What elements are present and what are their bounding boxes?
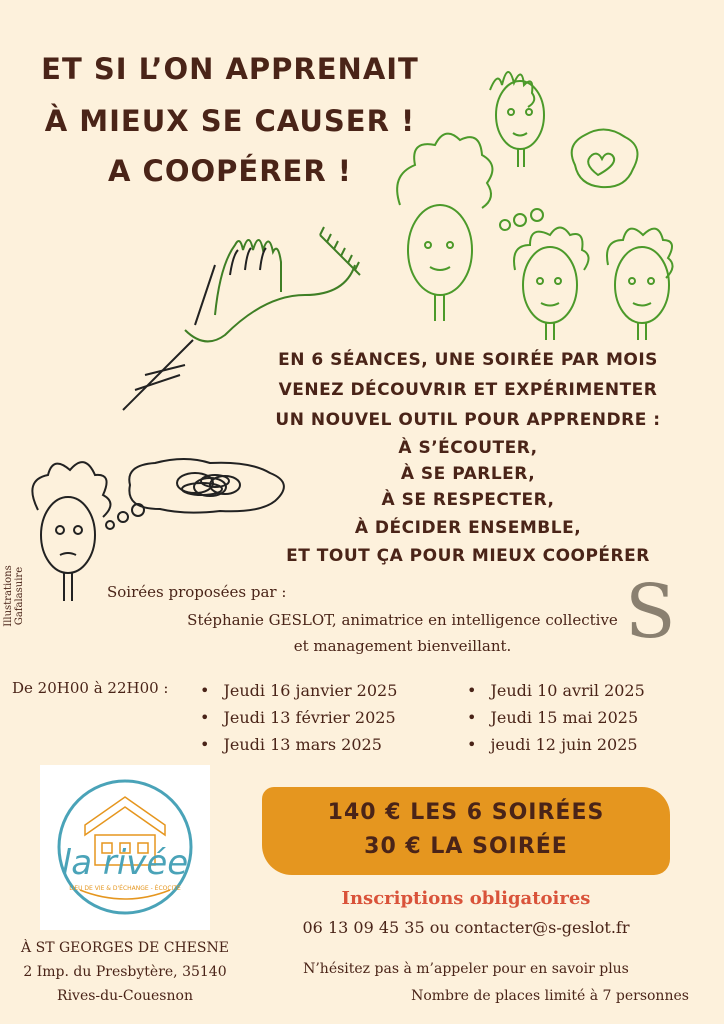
green-heads-illustration <box>380 55 720 345</box>
date-item: • Jeudi 10 avril 2025 <box>467 677 645 704</box>
registration-note-2: Nombre de places limité à 7 personnes <box>411 988 689 1004</box>
registration-contact: 06 13 09 45 35 ou contacter@s-geslot.fr <box>302 918 630 937</box>
date-item: • Jeudi 15 mai 2025 <box>467 704 645 731</box>
dates-left-list <box>200 677 397 758</box>
registration-note-1: N’hésitez pas à m’appeler pour en savoir plus <box>303 961 629 977</box>
address-line-2: 2 Imp. du Presbytère, 35140 <box>23 964 227 980</box>
title-line-1: ET SI L’ON APPRENAIT <box>41 52 419 86</box>
head-sketch-icon <box>32 462 110 601</box>
organizer-role: et management bienveillant. <box>293 637 512 655</box>
head-sketch-icon <box>397 134 492 321</box>
intro-line-7: À DÉCIDER ENSEMBLE, <box>354 518 582 538</box>
intro-line-4: À S’ÉCOUTER, <box>398 438 538 458</box>
venue-logo-name: la rivée <box>61 843 189 883</box>
head-sketch-icon <box>514 228 589 341</box>
intro-line-2: VENEZ DÉCOUVRIR ET EXPÉRIMENTER <box>278 380 658 400</box>
title-line-2: À MIEUX SE CAUSER ! <box>44 104 416 138</box>
intro-line-1: EN 6 SÉANCES, UNE SOIRÉE PAR MOIS <box>278 350 658 370</box>
intro-line-3: UN NOUVEL OUTIL POUR APPRENDRE : <box>275 410 661 430</box>
intro-line-6: À SE RESPECTER, <box>381 490 555 510</box>
head-sketch-icon <box>490 72 544 167</box>
title-line-3: A COOPÉRER ! <box>108 154 352 188</box>
venue-logo-tagline: LIEU DE VIE & D'ÉCHANGE - ÉCOCITE <box>69 885 181 892</box>
head-sketch-icon <box>607 229 673 340</box>
price-line-1: 140 € LES 6 SOIRÉES <box>327 800 605 825</box>
illustration-credit: Illustrations Gafalasuire <box>3 565 25 627</box>
date-item: • Jeudi 16 janvier 2025 <box>200 677 397 704</box>
organizer-logo: S <box>625 569 676 655</box>
heart-bubble-icon <box>572 129 638 187</box>
price-box <box>262 787 670 875</box>
address-line-3: Rives-du-Couesnon <box>57 988 193 1004</box>
date-item: • Jeudi 13 février 2025 <box>200 704 397 731</box>
intro-line-8: ET TOUT ÇA POUR MIEUX COOPÉRER <box>286 546 650 566</box>
organizer-name: Stéphanie GESLOT, animatrice en intelligence collective <box>187 611 618 629</box>
registration-heading: Inscriptions obligatoires <box>341 888 591 909</box>
schedule-hours: De 20H00 à 22H00 : <box>12 679 169 697</box>
intro-line-5: À SE PARLER, <box>400 464 536 484</box>
date-item: • jeudi 12 juin 2025 <box>467 731 645 758</box>
venue-logo <box>40 765 210 930</box>
organizer-label: Soirées proposées par : <box>107 583 287 601</box>
dates-right-list <box>467 677 645 758</box>
date-item: • Jeudi 13 mars 2025 <box>200 731 397 758</box>
address-line-1: À ST GEORGES DE CHESNE <box>21 940 229 956</box>
price-line-2: 30 € LA SOIRÉE <box>364 834 568 859</box>
